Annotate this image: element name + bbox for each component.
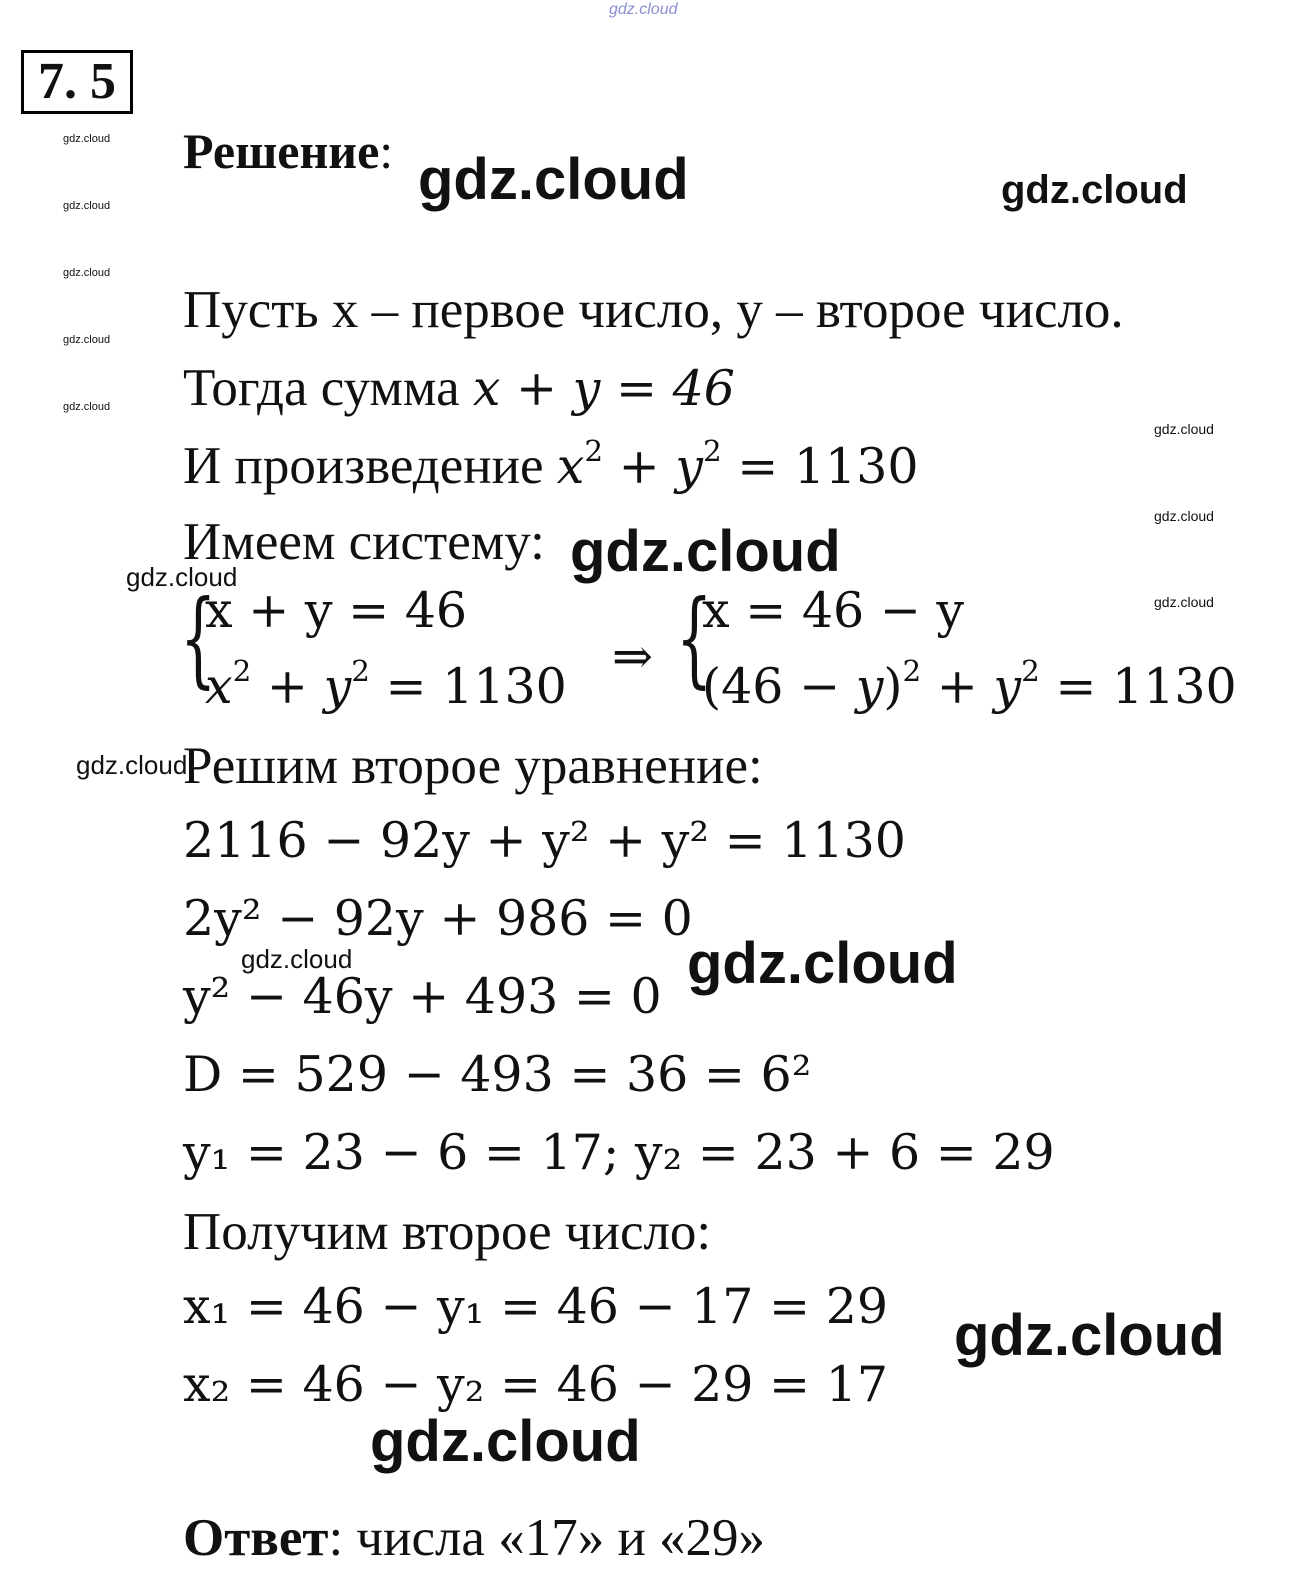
watermark-small: gdz.cloud xyxy=(63,401,111,413)
equation-1: 2116 − 92y + y² + y² = 1130 xyxy=(183,812,906,869)
equation-3: y² − 46y + 493 = 0 xyxy=(183,968,662,1025)
equation-roots-y: y₁ = 23 − 6 = 17; y₂ = 23 + 6 = 29 xyxy=(183,1124,1055,1181)
equation-x2: x₂ = 46 − y₂ = 46 − 29 = 17 xyxy=(183,1356,889,1413)
system1-eq2: $x^2 + y^2 = 1130$ xyxy=(205,654,567,715)
problem-number-badge: 7. 5 xyxy=(21,50,133,114)
implies-arrow: ⇒ xyxy=(612,628,654,685)
brace-right: { xyxy=(676,577,713,699)
watermark-large: gdz.cloud xyxy=(418,147,689,212)
watermark-small: gdz.cloud xyxy=(63,334,111,346)
watermark-small: gdz.cloud xyxy=(63,133,111,145)
watermark-small: gdz.cloud xyxy=(1154,594,1214,610)
equation-2: 2y² − 92y + 986 = 0 xyxy=(183,890,693,947)
system1-eq1: x + y = 46 xyxy=(205,582,468,639)
watermark-small: gdz.cloud xyxy=(1154,508,1214,524)
watermark-medium: gdz.cloud xyxy=(1001,168,1188,212)
watermark-large: gdz.cloud xyxy=(954,1303,1225,1368)
watermark-large: gdz.cloud xyxy=(570,519,841,584)
solution-heading: Решение: xyxy=(183,123,394,179)
system2-eq1: x = 46 − y xyxy=(702,582,965,639)
watermark-medium: gdz.cloud xyxy=(76,750,188,780)
watermark-small: gdz.cloud xyxy=(1154,421,1214,437)
system2-eq2: $(46 - y)^2 + y^2 = 1130$ xyxy=(702,654,1237,715)
line-system: Имеем систему: xyxy=(183,513,545,571)
line-get-second: Получим второе число: xyxy=(183,1203,712,1261)
equation-x1: x₁ = 46 − y₁ = 46 − 17 = 29 xyxy=(183,1278,889,1335)
line-sum: Тогда сумма x + y = 46 xyxy=(183,359,735,417)
watermark-small: gdz.cloud xyxy=(63,267,111,279)
sum-equation: x + y = 46 xyxy=(472,360,735,417)
answer-line: Ответ: числа «17» и «29» xyxy=(183,1509,766,1567)
line-product: И произведение $x^2 + y^2 = 1130$ xyxy=(183,434,919,495)
watermark-small: gdz.cloud xyxy=(63,200,111,212)
watermark-large: gdz.cloud xyxy=(370,1409,641,1474)
watermark-large: gdz.cloud xyxy=(687,931,958,996)
line-let: Пусть x – первое число, y – второе число. xyxy=(183,281,1124,339)
equation-discriminant: D = 529 − 493 = 36 = 6² xyxy=(183,1046,812,1103)
line-solve-second: Решим второе уравнение: xyxy=(183,737,763,795)
watermark-medium: gdz.cloud xyxy=(126,562,238,592)
brace-left: { xyxy=(180,577,217,699)
watermark-top: gdz.cloud xyxy=(609,1,678,18)
watermark-medium: gdz.cloud xyxy=(241,944,353,974)
